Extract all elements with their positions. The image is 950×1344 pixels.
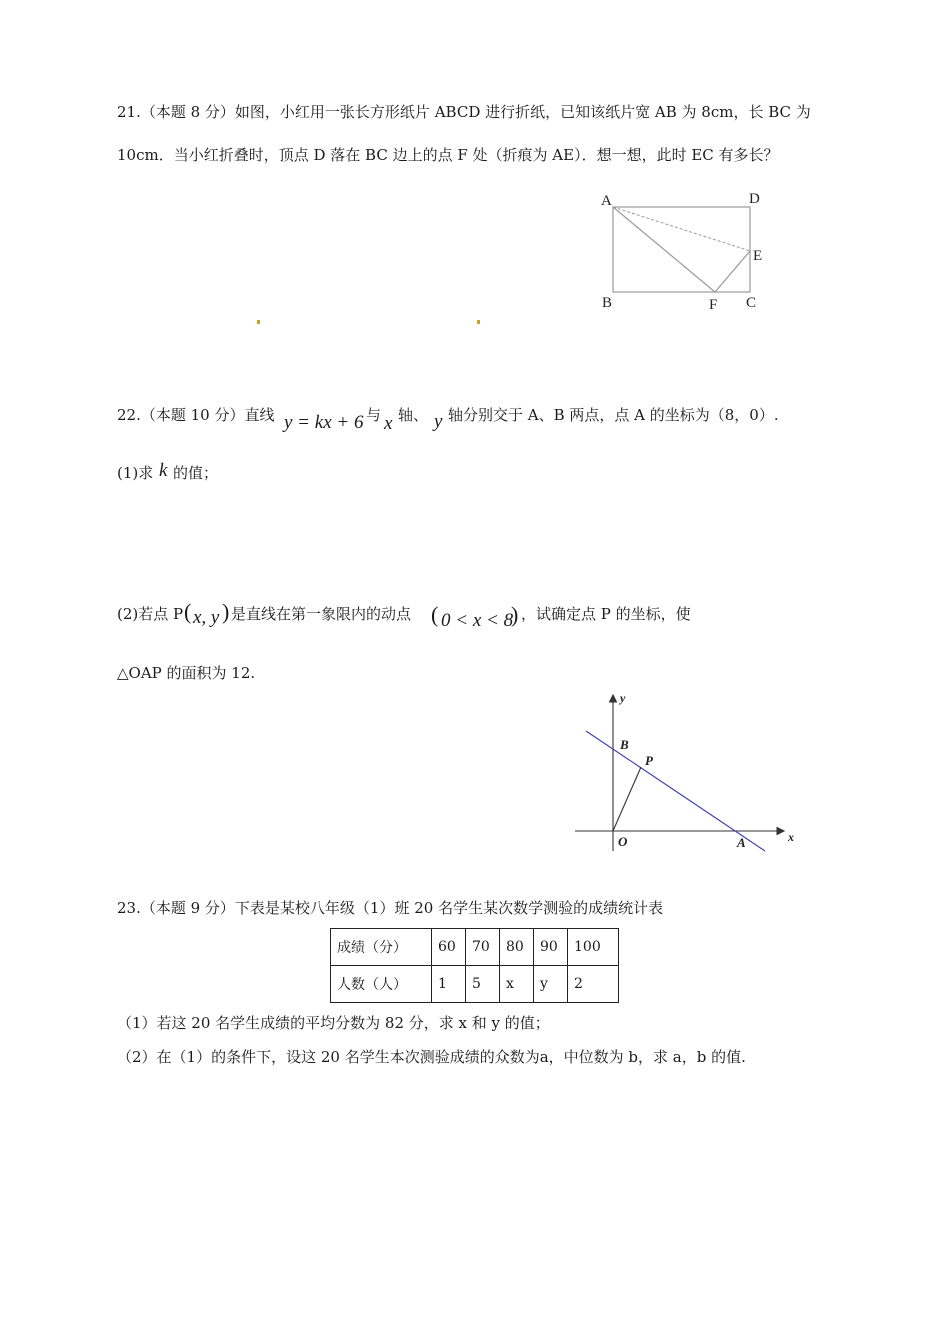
label-point-a: A bbox=[737, 835, 746, 850]
segment-af bbox=[613, 207, 715, 292]
table-cell: 90 bbox=[534, 929, 568, 966]
label-origin: O bbox=[618, 834, 628, 849]
table-cell: 2 bbox=[568, 966, 619, 1003]
q22-var-y: y bbox=[434, 411, 443, 432]
table-cell: 人数（人） bbox=[331, 966, 432, 1003]
q23-intro: 23.（本题 9 分）下表是某校八年级（1）班 20 名学生某次数学测验的成绩统计表 bbox=[117, 899, 664, 917]
scan-mark bbox=[477, 320, 480, 324]
crease-ae bbox=[613, 207, 750, 251]
label-e: E bbox=[753, 248, 763, 264]
segment-op bbox=[613, 767, 641, 831]
label-x-axis: x bbox=[788, 830, 794, 844]
table-cell: 80 bbox=[500, 929, 534, 966]
q22-var-k: k bbox=[159, 460, 168, 481]
table-cell: 1 bbox=[432, 966, 466, 1003]
q22-part1-pre: (1)求 bbox=[117, 464, 154, 482]
table-cell: 60 bbox=[432, 929, 466, 966]
label-point-p: P bbox=[645, 753, 653, 768]
q22-with: 与 bbox=[366, 406, 382, 424]
label-c: C bbox=[746, 295, 757, 311]
q22-equation: y = kx + 6 bbox=[284, 412, 364, 433]
q22-part2-pre: (2)若点 P bbox=[117, 605, 184, 623]
segment-fe bbox=[715, 251, 750, 292]
rectangle-abcd bbox=[613, 207, 750, 292]
q23-part-2: （2）在（1）的条件下，设这 20 名学生本次测验成绩的众数为a，中位数为 b，求 a，b 的值. bbox=[117, 1048, 746, 1066]
label-y-axis: y bbox=[620, 691, 626, 705]
q22-part1-post: 的值； bbox=[173, 464, 219, 482]
table-cell: 100 bbox=[568, 929, 619, 966]
q22-range: 0 < x < 8 bbox=[441, 610, 514, 631]
paren-close: ) bbox=[511, 602, 519, 627]
label-d: D bbox=[749, 191, 760, 207]
q22-coordinate-figure bbox=[575, 688, 805, 858]
q22-axis-word: 轴、 bbox=[398, 406, 429, 424]
q21-line-2: 10cm．当小红折叠时，顶点 D 落在 BC 边上的点 F 处（折痕为 AE）．想一想，此时 EC 有多长？ bbox=[117, 146, 779, 164]
paren-close: ) bbox=[222, 599, 230, 624]
q22-intro-pre: 22.（本题 10 分）直线 bbox=[117, 406, 275, 424]
label-f: F bbox=[709, 297, 718, 313]
label-point-b: B bbox=[620, 737, 629, 752]
q22-intro-post: 轴分别交于 A、B 两点，点 A 的坐标为（8，0）. bbox=[448, 406, 779, 424]
scan-mark bbox=[257, 320, 260, 324]
paren-open: ( bbox=[184, 599, 192, 624]
q22-point-xy: x, y bbox=[193, 607, 220, 628]
table-row bbox=[331, 966, 619, 1003]
score-table bbox=[330, 928, 619, 1003]
table-cell: x bbox=[500, 966, 534, 1003]
q22-var-x: x bbox=[384, 413, 393, 434]
table-cell: y bbox=[534, 966, 568, 1003]
table-cell: 70 bbox=[466, 929, 500, 966]
label-a: A bbox=[601, 193, 612, 209]
q21-fold-figure bbox=[590, 185, 780, 315]
table-cell: 成绩（分） bbox=[331, 929, 432, 966]
q22-part2-mid: 是直线在第一象限内的动点 bbox=[231, 605, 412, 623]
q21-line-1: 21.（本题 8 分）如图，小红用一张长方形纸片 ABCD 进行折纸，已知该纸片宽 AB 为 8cm，长 BC 为 bbox=[117, 103, 811, 121]
q22-part2-post: ，试确定点 P 的坐标，使 bbox=[521, 605, 691, 623]
q23-part-1: （1）若这 20 名学生成绩的平均分数为 82 分，求 x 和 y 的值； bbox=[117, 1014, 550, 1032]
table-cell: 5 bbox=[466, 966, 500, 1003]
paren-open: ( bbox=[431, 602, 439, 627]
label-b: B bbox=[602, 295, 613, 311]
q22-part2-line2: △OAP 的面积为 12. bbox=[117, 664, 256, 682]
table-row bbox=[331, 929, 619, 966]
